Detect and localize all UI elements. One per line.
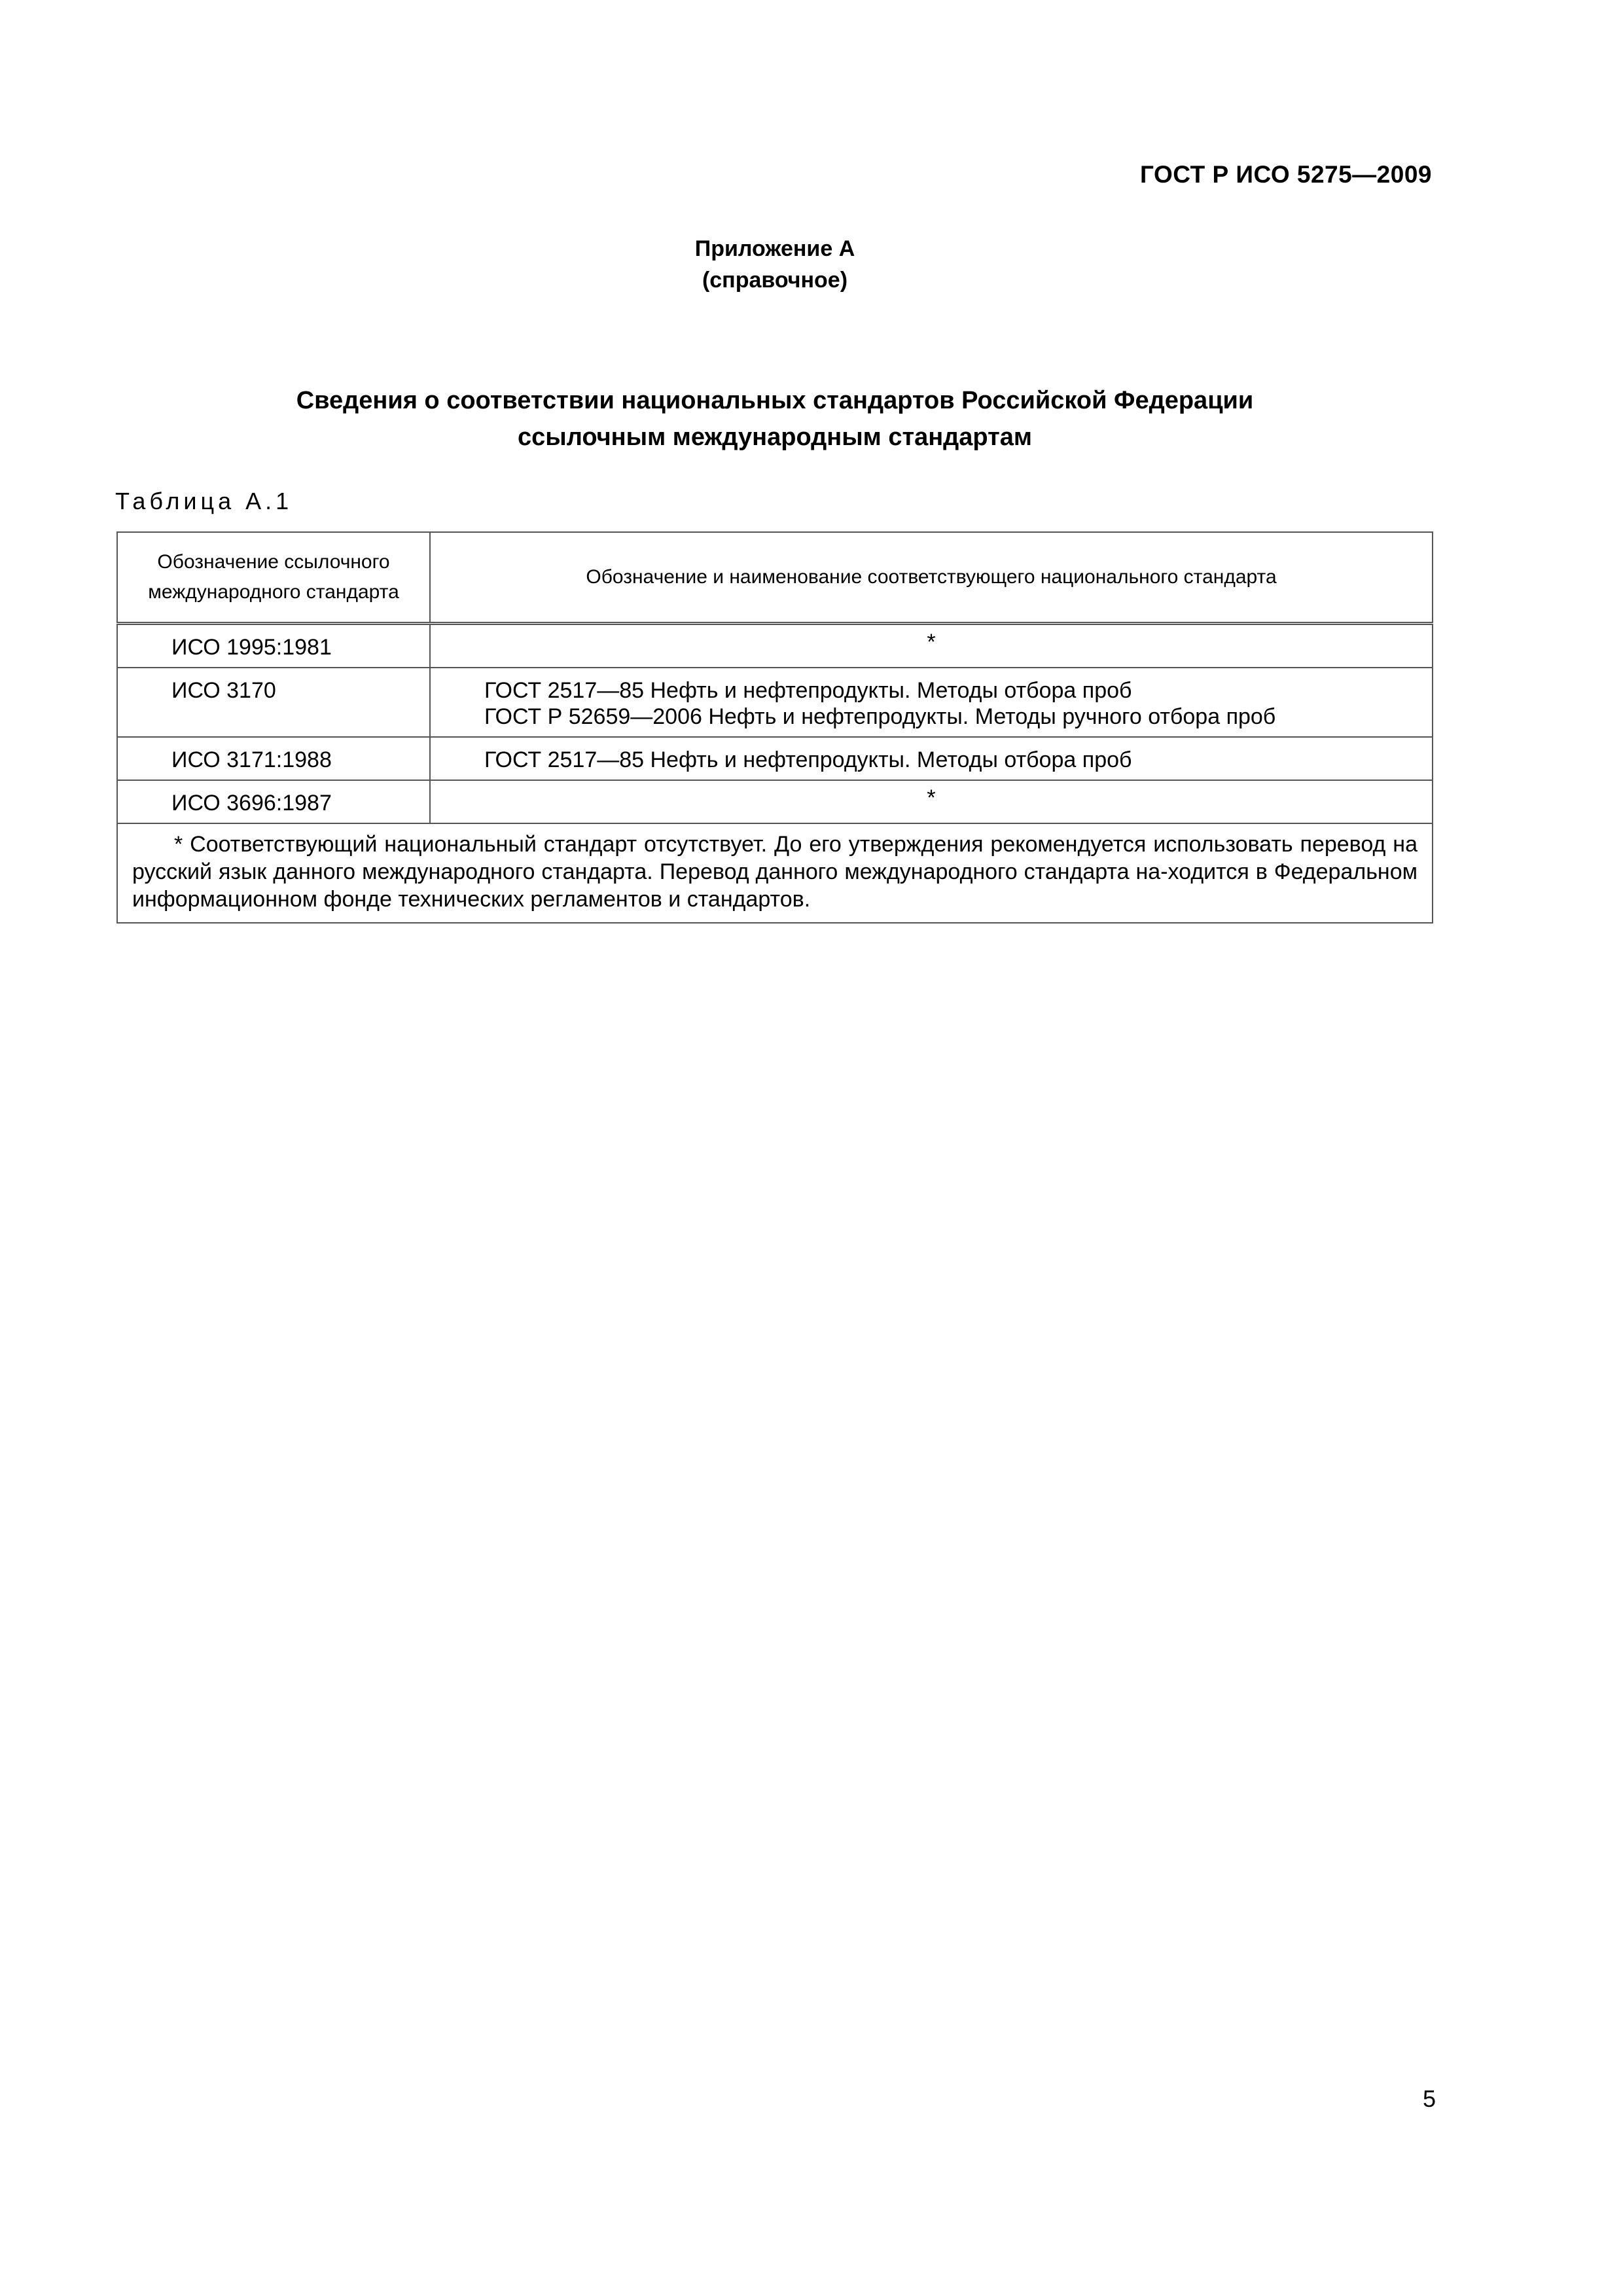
national-cell	[430, 668, 1433, 737]
iso-cell: ИСО 1995:1981	[117, 624, 430, 668]
annex-type: (справочное)	[702, 268, 848, 293]
annex-title-line1: Сведения о соответствии национальных стандартов Российской Федерации	[296, 387, 1254, 414]
page-number: 5	[1422, 2085, 1436, 2112]
iso-cell: ИСО 3171:1988	[117, 737, 430, 780]
correspondence-table	[116, 531, 1433, 924]
document-code: ГОСТ Р ИСО 5275—2009	[1140, 161, 1432, 188]
table-row	[117, 624, 1433, 668]
table-caption: Таблица А.1	[115, 488, 293, 514]
annex-label: Приложение А	[694, 236, 855, 261]
national-standard-line: ГОСТ 2517—85 Нефть и нефтепродукты. Методы отбора проб	[484, 678, 1132, 703]
table-row	[117, 780, 1433, 823]
header-iso-designation: Обозначение ссылочного международного стандарта	[117, 532, 430, 624]
annex-heading	[0, 233, 1550, 296]
header-national-standard: Обозначение и наименование соответствующего национального стандарта	[430, 532, 1433, 624]
annex-title-line2: ссылочным международным стандартам	[517, 423, 1032, 451]
table-footnote: * Соответствующий национальный стандарт отсутствует. До его утверждения рекомендуется использовать перевод на русский язык данного международного стандарта. Перевод данного международного стандарта на-ходится в Федеральном информационном фонде технических регламентов и стандартов.	[117, 823, 1433, 923]
iso-cell: ИСО 3696:1987	[117, 780, 430, 823]
table-row	[117, 668, 1433, 737]
national-cell: ГОСТ 2517—85 Нефть и нефтепродукты. Методы отбора проб	[430, 737, 1433, 780]
table-note-row	[117, 823, 1433, 923]
national-cell: *	[430, 624, 1433, 668]
annex-title	[0, 382, 1550, 456]
national-standard-line: ГОСТ Р 52659—2006 Нефть и нефтепродукты. Методы ручного отбора проб	[484, 704, 1276, 729]
table-header-row	[117, 532, 1433, 624]
iso-cell: ИСО 3170	[117, 668, 430, 737]
table-row	[117, 737, 1433, 780]
national-cell: *	[430, 780, 1433, 823]
